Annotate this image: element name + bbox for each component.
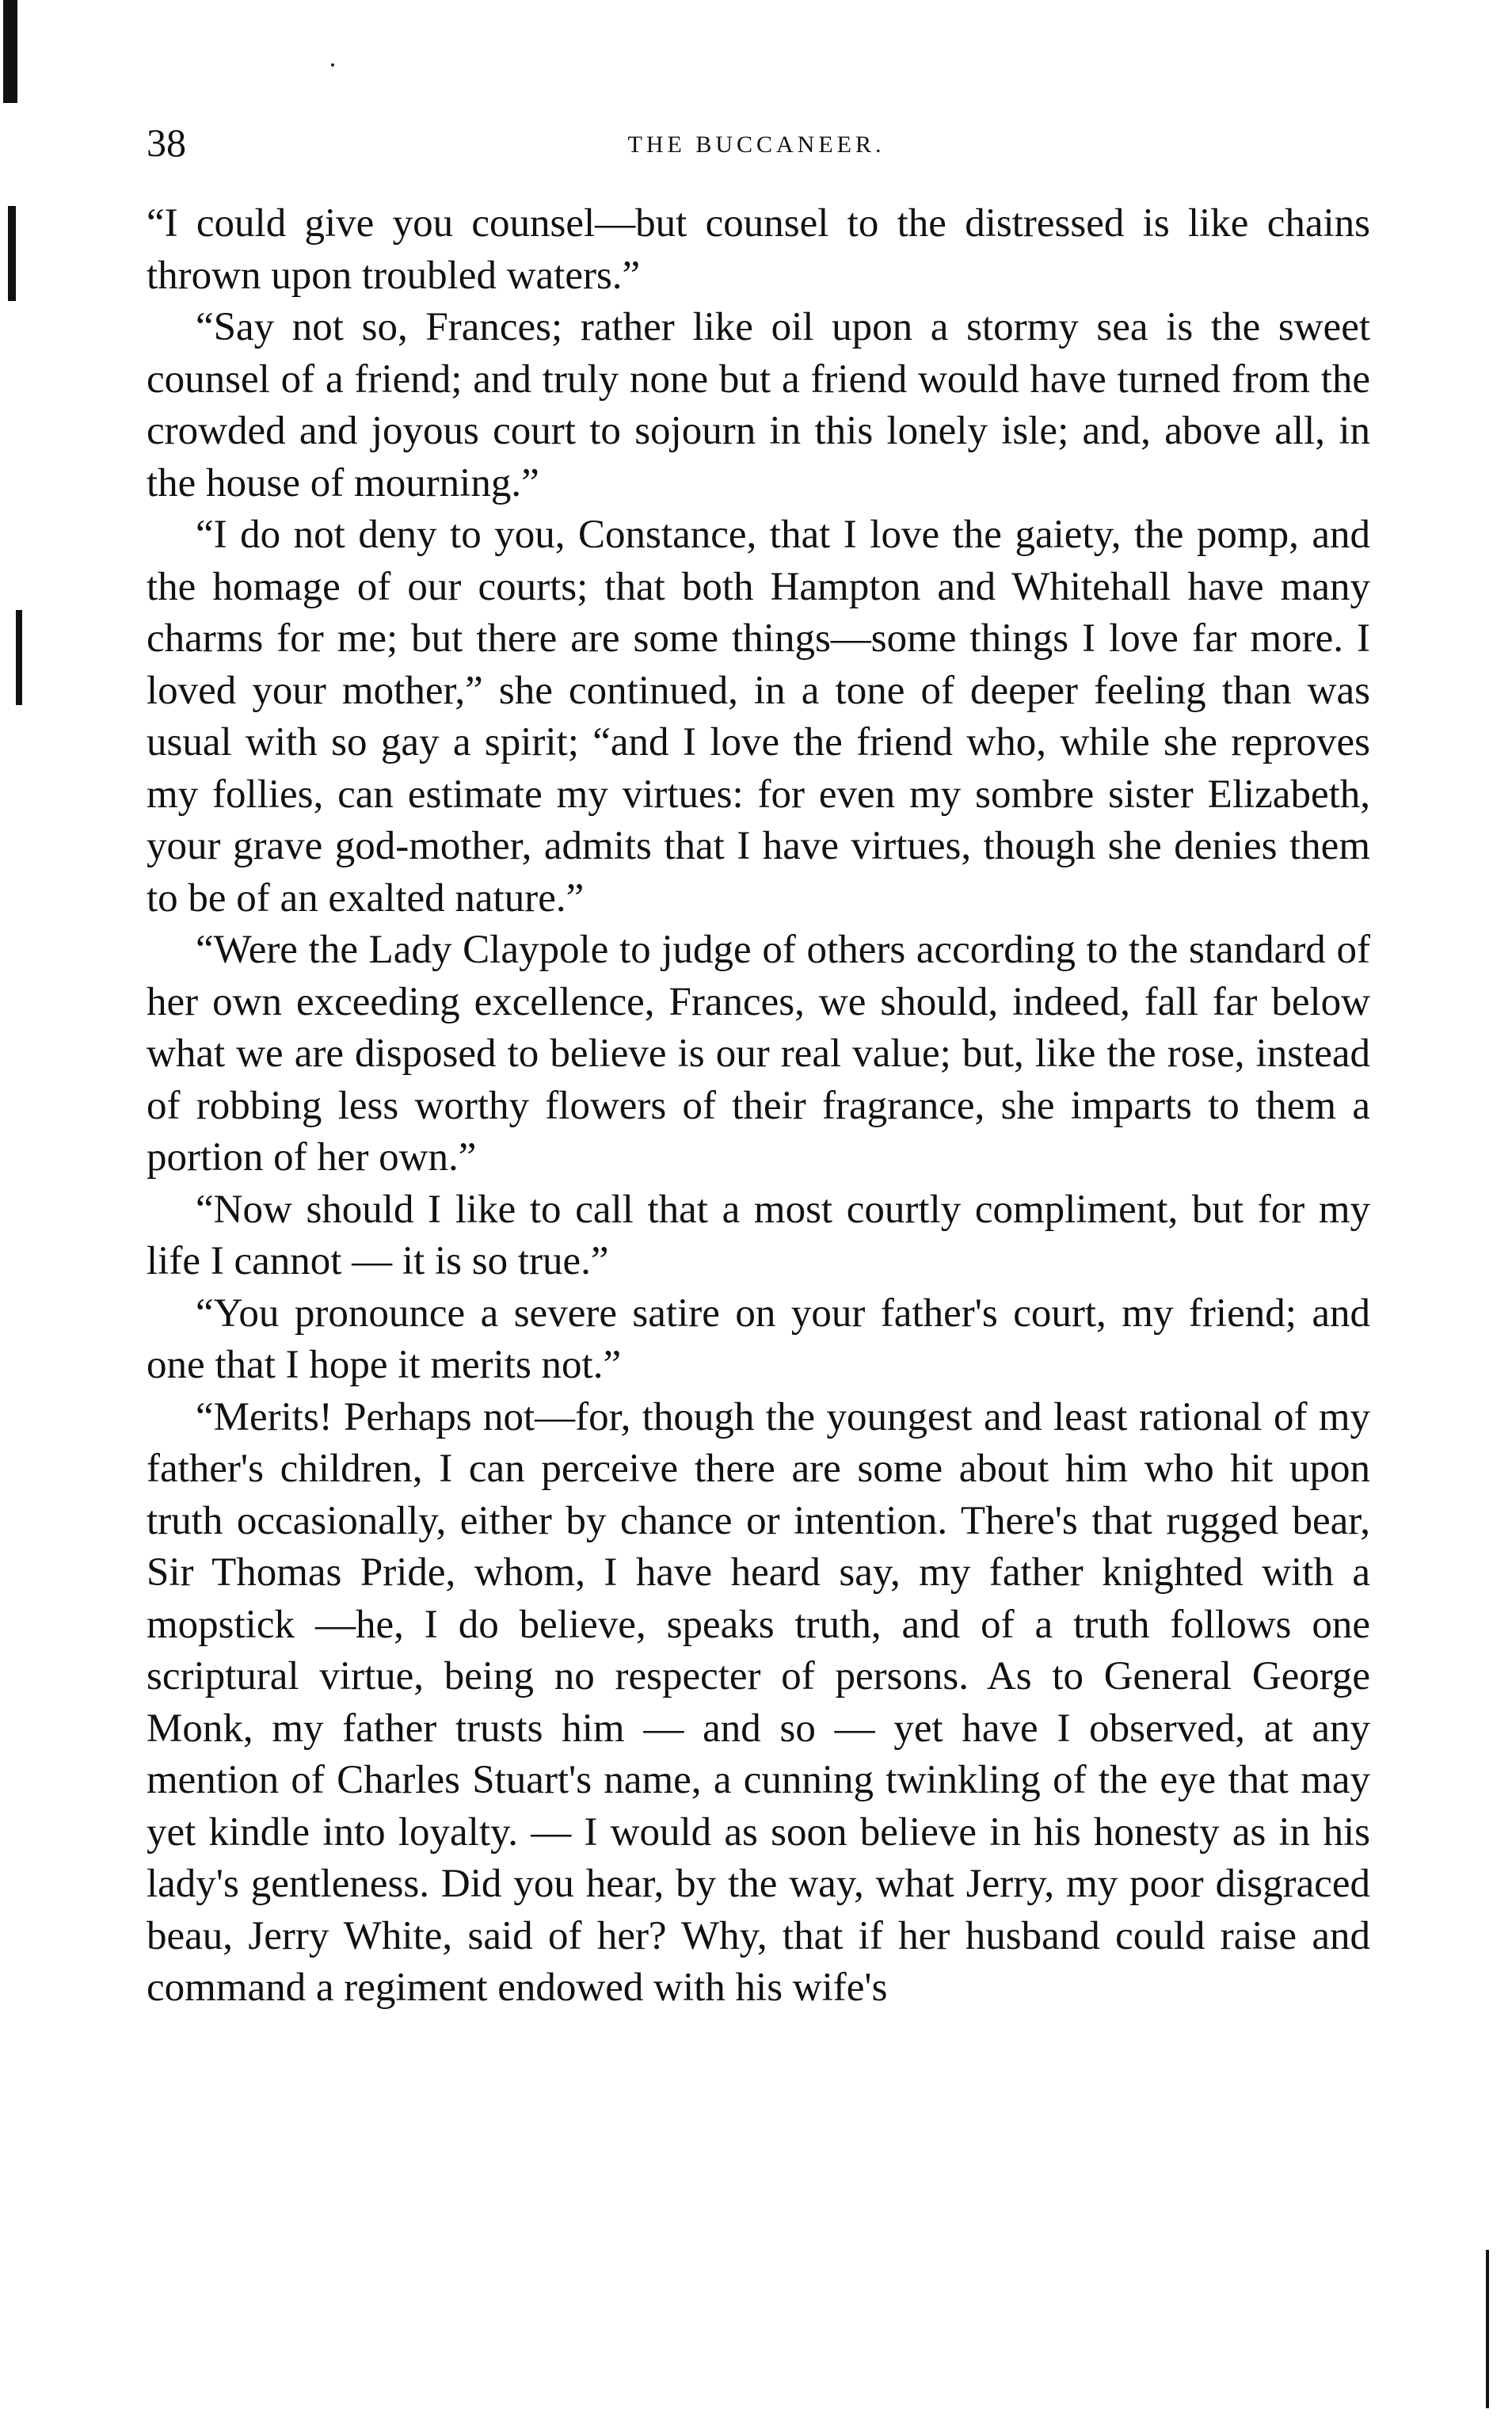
scan-edge-mark [16, 610, 22, 705]
page-number: 38 [147, 120, 186, 165]
paragraph: “I do not deny to you, Constance, that I love the gaiety, the pomp, and the homage of our courts; that both Hampton and Whitehall have many charms for me; but there are some things—some things I love far more. I loved your mother,” she continued, in a tone of deeper feeling than was usual with so gay a spirit; “and I love the friend who, while she reproves my follies, can estimate my virtues: for even my sombre sister Elizabeth, your grave god-mother, admits that I have virtues, though she denies them to be of an exalted nature.” [147, 513, 1370, 921]
paragraph: “I could give you counsel—but counsel to the distressed is like chains thrown upon troubled waters.” [147, 201, 1370, 298]
paragraph: “Merits! Perhaps not—for, though the youngest and least rational of my father's children, I can perceive there are some about him who hit upon truth occasionally, either by chance or intention. There's that rugged bear, Sir Thomas Pride, whom, I have heard say, my father knighted with a mopstick —he, I do believe, speaks truth, and of a truth follows one scriptural virtue, being no respecter of persons. As to General George Monk, my father trusts him — and so — yet have I observed, at any mention of Charles Stuart's name, a cunning twinkling of the eye that may yet kindle into loyalty. — I would as soon believe in his honesty as in his lady's gentleness. Did you hear, by the way, what Jerry, my poor disgraced beau, Jerry White, said of her? Why, that if her husband could raise and command a regiment endowed with his wife's [147, 1394, 1370, 2010]
paragraph: “You pronounce a severe satire on your father's court, my friend; and one that I hope it merits not.” [147, 1290, 1370, 1387]
scan-edge-mark [1486, 2250, 1489, 2408]
body-text [147, 198, 1370, 2015]
running-title: THE BUCCANEER. [627, 132, 885, 158]
paragraph: “Now should I like to call that a most courtly compliment, but for my life I cannot — it is so true.” [147, 1187, 1370, 1283]
scan-edge-mark [3, 0, 17, 103]
scan-edge-mark [8, 206, 16, 301]
page-header [147, 119, 1366, 166]
scan-speck [331, 63, 334, 67]
paragraph: “Were the Lady Claypole to judge of others according to the standard of her own exceeding excellence, Frances, we should, indeed, fall far below what we are disposed to believe is our real value; but, like the rose, instead of robbing less worthy flowers of their fragrance, she imparts to them a portion of her own.” [147, 928, 1370, 1180]
paragraph: “Say not so, Frances; rather like oil upon a stormy sea is the sweet counsel of a friend; and truly none but a friend would have turned from the crowded and joyous court to sojourn in this lonely isle; and, above all, in the house of mourning.” [147, 305, 1370, 505]
